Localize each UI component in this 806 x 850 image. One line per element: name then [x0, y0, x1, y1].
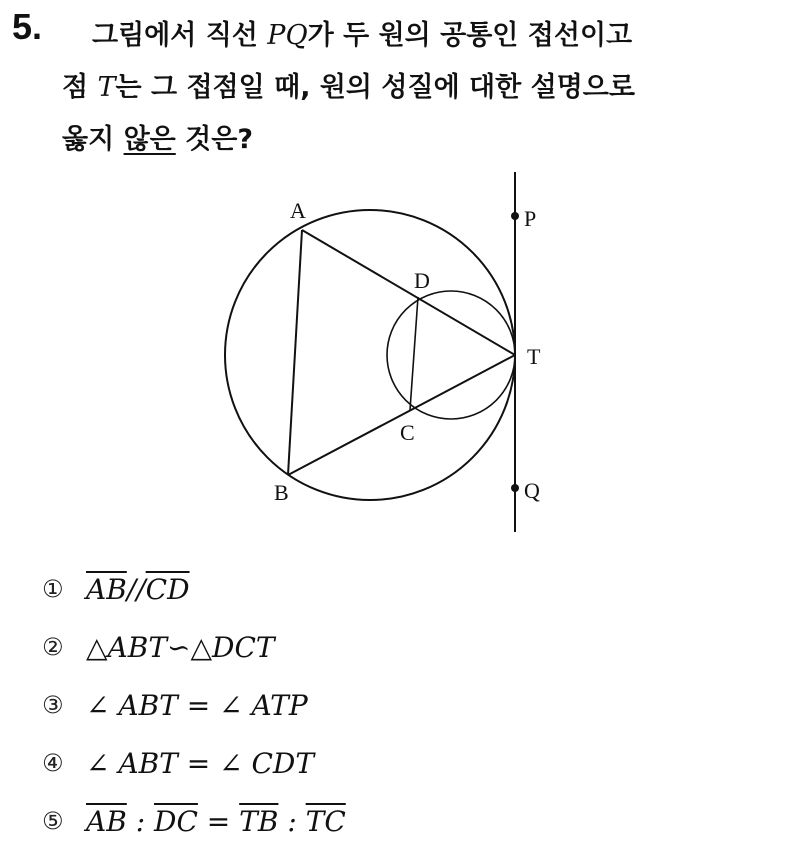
small-circle: [387, 291, 515, 419]
point-t-math: T: [97, 72, 116, 103]
choice-3-number: ③: [42, 691, 64, 719]
label-c: C: [400, 420, 415, 445]
segment-ab: [288, 230, 302, 475]
choice-3-expression: ∠ ABT = ∠ ATP: [86, 688, 308, 722]
choice-4-expression: ∠ ABT = ∠ CDT: [86, 746, 315, 780]
question-number: 5.: [12, 6, 43, 47]
choice-5-expression: [86, 805, 346, 838]
line-pq-math: PQ: [267, 20, 308, 51]
choice-5-op2: =: [197, 804, 240, 838]
choice-1-number: ①: [42, 575, 64, 603]
stem-line2-pre: 점: [62, 72, 98, 103]
choice-2-expression: △ABT∽△DCT: [86, 630, 275, 664]
choice-1-op: //: [126, 572, 146, 606]
large-circle: [225, 210, 515, 500]
choice-5-seg-ab: $\overline{AB}$: [86, 804, 127, 838]
underlined-not: 않은: [123, 124, 176, 155]
segment-at: [302, 230, 515, 355]
choice-5-seg-tc: $\overline{TC}$: [305, 804, 346, 838]
stem-line3-pre: 옳지: [62, 124, 124, 155]
choice-1-expression: [86, 573, 190, 606]
label-b: B: [274, 480, 289, 505]
choice-5-seg-tb: $\overline{TB}$: [239, 804, 279, 838]
choice-4-number: ④: [42, 749, 64, 777]
label-q: Q: [524, 478, 540, 503]
choice-2[interactable]: [42, 618, 742, 676]
choice-5-number: ⑤: [42, 807, 64, 835]
choice-5-op1: :: [126, 804, 155, 838]
segment-cd: [410, 297, 418, 410]
label-d: D: [414, 268, 430, 293]
segment-bt: [288, 355, 515, 475]
choice-1-seg-a: $\overline{AB}$: [86, 572, 127, 606]
stem-line3-post: 것은?: [175, 124, 253, 155]
stem-line2-post: 는 그 접점일 때, 원의 성질에 대한 설명으로: [115, 72, 635, 103]
stem-line1-post: 가 두 원의 공통인 접선이고: [307, 20, 633, 51]
choice-5[interactable]: [42, 792, 742, 850]
point-q-dot: [511, 484, 519, 492]
label-t: T: [527, 344, 541, 369]
choice-4[interactable]: [42, 734, 742, 792]
choice-5-op3: :: [278, 804, 306, 838]
choice-3[interactable]: [42, 676, 742, 734]
choice-5-seg-dc: $\overline{DC}$: [154, 804, 198, 838]
choice-1-seg-b: $\overline{CD}$: [145, 572, 190, 606]
point-p-dot: [511, 212, 519, 220]
label-p: P: [524, 206, 537, 231]
stem-line1-pre: 그림에서 직선: [92, 20, 268, 51]
choice-1[interactable]: [42, 560, 742, 618]
choice-2-number: ②: [42, 633, 64, 661]
label-a: A: [290, 198, 306, 223]
answer-choices: [42, 560, 742, 850]
